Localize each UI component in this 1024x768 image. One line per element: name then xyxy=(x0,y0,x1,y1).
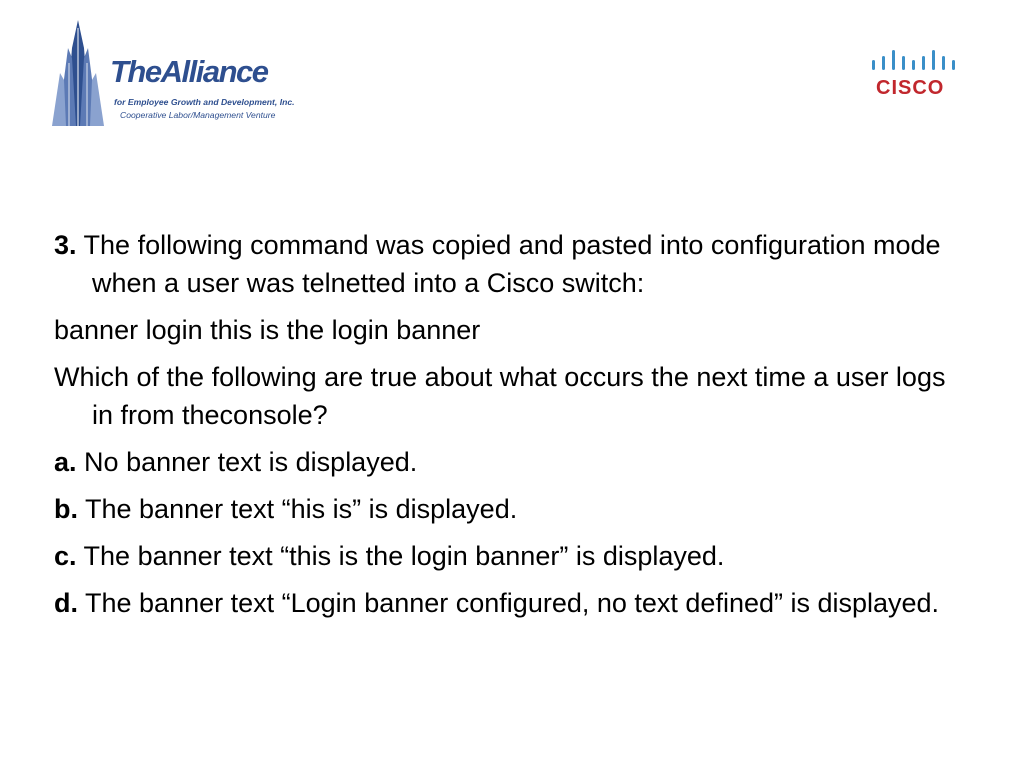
slide-content xyxy=(54,226,954,631)
option-a xyxy=(54,443,954,481)
tower-icon xyxy=(48,18,110,126)
option-text: No banner text is displayed. xyxy=(84,447,418,477)
option-d xyxy=(54,584,954,622)
cisco-bars-icon xyxy=(866,46,962,76)
question-number: 3. xyxy=(54,230,77,260)
alliance-logo xyxy=(48,18,304,128)
option-b xyxy=(54,490,954,528)
option-text: The banner text “Login banner configured, no text defined” is displayed. xyxy=(85,588,940,618)
option-label: c. xyxy=(54,541,77,571)
command-paragraph xyxy=(54,311,954,349)
alliance-brand-text: TheAlliance xyxy=(110,54,268,89)
option-text: The banner text “his is” is displayed. xyxy=(85,494,518,524)
prompt-paragraph xyxy=(54,358,954,434)
cisco-wordmark: CISCO xyxy=(876,77,945,99)
option-text: The banner text “this is the login banner” is displayed. xyxy=(83,541,725,571)
option-label: a. xyxy=(54,447,77,477)
alliance-subtagline: Cooperative Labor/Management Venture xyxy=(120,110,276,120)
option-label: b. xyxy=(54,494,78,524)
alliance-tagline: for Employee Growth and Development, Inc. xyxy=(114,97,295,107)
question-paragraph xyxy=(54,226,954,302)
option-label: d. xyxy=(54,588,78,618)
question-text: The following command was copied and pasted into configuration mode when a user was telnetted into a Cisco switch: xyxy=(83,230,941,298)
option-c xyxy=(54,537,954,575)
prompt-text: Which of the following are true about what occurs the next time a user logs in from theconsole? xyxy=(54,362,946,430)
cisco-logo xyxy=(866,46,962,100)
command-text: banner login this is the login banner xyxy=(54,315,481,345)
